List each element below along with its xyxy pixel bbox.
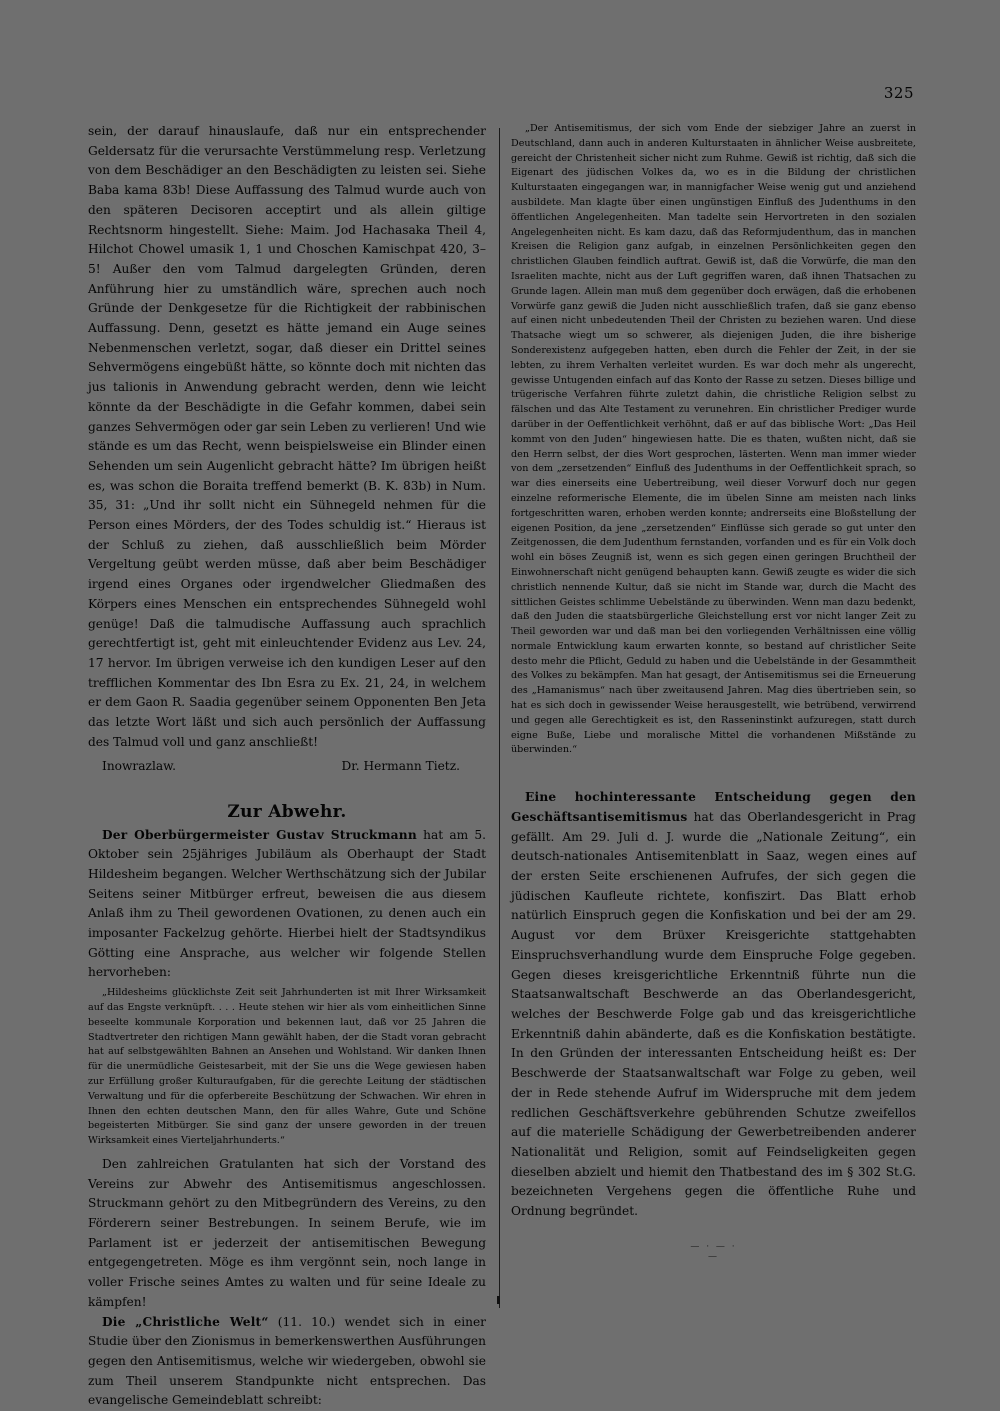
paragraph-entscheidung [511, 788, 916, 1221]
paragraph-text: (11. 10.) wendet sich in einer Studie über den Zionismus in bemerkenswerthen Ausführungen gegen den Antisemitismus, welche wir wiedergeben, obwohl sie zum Theil unserem Standpunkte nicht entsprechen. Das evangelische Gemeindeblatt schreibt: [88, 1314, 487, 1408]
paragraph-text: hat am 5. Oktober sein 25jähriges Jubiläum als Oberhaupt der Stadt Hildesheim begangen. Welcher Werthschätzung sich der Jubilar Seitens seiner Mitbürger erfreut, beweisen die aus diesem Anlaß ihm zu Theil gewordenen Ovationen, zu denen auch ein imposanter Fackelzug gehörte. Hierbei hielt der Stadtsyndikus Götting eine Ansprache, aus welcher wir folgende Stellen hervorheben: [88, 827, 486, 980]
paragraph-text: hat das Oberlandesgericht in Prag gefällt. Am 29. Juli d. J. wurde die „Nationale Zeitung“, ein deutsch-nationales Antisemitenblatt in Saaz, wegen eines auf der ersten Seite erschienenen Aufrufes, der sich gegen die jüdischen Kaufleute richtete, konfiszirt. Das Blatt erhob natürlich Einspruch gegen die Konfiskation und bei der am 29. August vor dem Brüxer Kreisgerichte stattgehabten Einspruchsverhandlung wurde dem Einspruche Folge gegeben. Gegen dieses kreisgerichtliche Erkenntniß führte nun die Staatsanwaltschaft Beschwerde an das Oberlandesgericht, welches der Beschwerde Folge gab und das kreisgerichtliche Erkenntniß dahin abänderte, daß es die Konfiskation bestätigte. In den Gründen der interessanten Entscheidung heißt es: Der Beschwerde der Staatsanwaltschaft war Folge zu geben, weil der in Rede stehende Aufruf im Widerspruche mit dem jedem redlichen Geschäftsverkehre gebührenden Schutze zweifellos auf die materielle Schädigung der Gewerbetreibenden anderer Nationalität und Religion, somit auf Feindseligkeiten gegen dieselben abzielt und hiemit den Thatbestand des im § 302 St.G. bezeichneten Vergehens gegen die öffentliche Ruhe und Ordnung begründet. [511, 809, 916, 1219]
end-ornament: — · — · — [690, 1241, 737, 1262]
paragraph-lead: Die „Christliche Welt“ [102, 1314, 269, 1329]
quote-antisemitismus: „Der Antisemitismus, der sich vom Ende der siebziger Jahre an zuerst in Deutschland, dann auch in anderen Kulturstaaten in ähnlicher Weise ausbreitete, gereicht der Christenheit sicher nicht zum Ruhme. Gewiß ist richtig, daß sich die Eigenart des jüdischen Volkes da, wo es in die Bildung der christlichen Kulturstaaten eingegangen war, in mannigfacher Weise wenig gut und anziehend ausbildete. Man klagte über einen ungünstigen Einfluß des Judenthums in den öffentlichen Angelegenheiten. Man tadelte sein Hervortreten in den sozialen Angelegenheiten nicht. Es kam dazu, daß das Reformjudenthum, das in manchen Kreisen die Religion ganz aufgab, in einzelnen Persönlichkeiten gegen den christlichen Glauben feindlich auftrat. Gewiß ist, daß die Vorwürfe, die man den Israeliten machte, nicht aus der Luft gegriffen waren, daß ihnen Thatsachen zu Grunde lagen. Allein man muß dem gegenüber doch erwägen, daß die erhobenen Vorwürfe ganz gewiß die Juden nicht ausschließlich trafen, daß sie ganz ebenso auf einen nicht unbedeutenden Theil der Christen zu beziehen waren. Und diese Thatsache wiegt um so schwerer, als diejenigen Juden, die ihre bisherige Sonderexistenz aufgegeben hatten, eben durch die Fehler der Zeit, in der sie lebten, zu ihrem Verhalten verleitet wurden. Es war doch mehr als ungerecht, gewisse Untugenden einfach auf das Konto der Rasse zu setzen. Dieses billige und trügerische Verfahren führte zuletzt dahin, die christliche Religion selbst zu fälschen und das Alte Testament zu verunehren. Ein christlicher Prediger wurde darüber in der Oeffentlichkeit verhöhnt, daß er auf das biblische Wort: „Das Heil kommt von den Juden“ hingewiesen hatte. Die es thaten, wußten nicht, daß sie den Herrn selbst, der dies Wort gesprochen, lästerten. Wenn man immer wieder von dem „zersetzenden“ Einfluß des Judenthums in der Oeffentlichkeit sprach, so war dies einerseits eine Uebertreibung, weil dieser Vorwurf doch nur gegen einzelne reformerische Elemente, die im übelen Sinne am meisten nach links fortgeschritten waren, erhoben werden konnte; andrerseits eine Bloßstellung der eigenen Position, da jene „zersetzenden“ Einflüsse sich gerade so gut unter den Zeitgenossen, die dem Judenthum fernstanden, vorfanden und es für ein Volk doch wohl ein böses Zeugniß ist, wenn es sich gegen einen geringen Bruchtheil der Einwohnerschaft nicht genügend behaupten kann. Gewiß zeugte es wider die sich christlich nennende Kultur, daß sie nicht im Stande war, durch die Macht des sittlichen Geistes schlimme Uebelstände zu überwinden. Wenn man dazu bedenkt, daß den Juden die staatsbürgerliche Gleichstellung erst vor nicht langer Zeit zu Theil geworden war und daß man bei den vorliegenden Verhältnissen eine völlig normale Entwicklung kaum erwarten konnte, so bestand auf christlicher Seite desto mehr die Pflicht, Geduld zu haben und die Uebelstände in der Gesammtheit des Volkes zu bekämpfen. Man hat gesagt, der Antisemitismus sei die Erneuerung des „Hamanismus“ nach über zweitausend Jahren. Mag dies übertrieben sein, so hat es sich doch in gewissender Weise herausgestellt, wie betrübend, verwirrend und gegen alle Gerechtigkeit es ist, den Rasseninstinkt aufzuregen, statt durch eigne Buße, Liebe und moralische Mittel die vorhandenen Mißstände zu überwinden.“ [511, 123, 916, 756]
spacer [511, 764, 916, 788]
section-heading: Zur Abwehr. [227, 801, 347, 822]
signature-line [102, 757, 460, 776]
page-number: 325 [883, 84, 914, 102]
paragraph-lead: Der Oberbürgermeister Gustav Struckmann [102, 827, 417, 842]
paragraph-struckmann [88, 826, 486, 984]
column-divider-end [497, 1296, 500, 1304]
right-column [511, 122, 916, 1262]
column-divider [499, 128, 500, 1308]
paragraph-talmud: sein, der darauf hinauslaufe, daß nur ein entsprechender Geldersatz für die verursachte Verstümmelung resp. Verletzung von dem Beschädiger an den Beschädigten zu leisten sei. Siehe Baba kama 83b! Diese Auffassung des Talmud wurde auch von den späteren Decisoren acceptirt und als allein giltige Rechtsnorm hingestellt. Siehe: Maim. Jod Hachasaka Theil 4, Hilchot Chowel umasik 1, 1 und Choschen Kamischpat 420, 3–5! Außer den vom Talmud dargelegten Gründen, deren Anführung hier zu umständlich wäre, sprechen auch noch Gründe der Denkgesetze für die Richtigkeit der rabbinischen Auffassung. Denn, gesetzt es hätte jemand ein Auge seines Nebenmenschen verletzt, sogar, daß dieser ein Drittel seines Sehvermögens eingebüßt hätte, so könnte doch mit nichten das jus talionis in Anwendung gebracht werden, denn wie leicht könnte da der Beschädigte in die Gefahr kommen, dabei sein ganzes Sehvermögen oder gar sein Leben zu verlieren! Und wie stände es um das Recht, wenn beispielsweise ein Blinder einen Sehenden um sein Augenlicht gebracht hätte? Im übrigen heißt es, was schon die Boraita treffend bemerkt (B. K. 83b) in Num. 35, 31: „Und ihr sollt nicht ein Sühnegeld nehmen für die Person eines Mörders, der des Todes schuldig ist.“ Hieraus ist der Schluß zu ziehen, daß ausschließlich beim Mörder Vergeltung geübt werden müsse, daß aber beim Beschädiger irgend eines Organes oder irgendwelcher Gliedmaßen des Körpers eines Menschen ein entsprechendes Sühnegeld wohl genüge! Daß die talmudische Auffassung auch sprachlich gerechtfertigt ist, geht mit einleuchtender Evidenz aus Lev. 24, 17 hervor. Im übrigen verweise ich den kundigen Leser auf den trefflichen Kommentar des Ibn Esra zu Ex. 21, 24, in welchem er dem Gaon R. Saadia gegenüber seinem Opponenten Ben Jeta das letzte Wort läßt und sich auch persönlich der Auffassung des Talmud voll und ganz anschließt! [88, 124, 486, 749]
paragraph-verein: Den zahlreichen Gratulanten hat sich der Vorstand des Vereins zur Abwehr des Antisemitismus angeschlossen. Struckmann gehört zu den Mitbegründern des Vereins, zu den Förderern seiner Bestrebungen. In seinem Berufe, wie im Parlament ist er jederzeit der antisemitischen Bewegung entgegengetreten. Möge es ihm vergönnt sein, noch lange in voller Frische seines Amtes zu walten und für seine Ideale zu kämpfen! [88, 1156, 486, 1309]
paragraph-lead: Eine hochinteressante Entscheidung gegen den Geschäftsantisemitismus [511, 790, 916, 824]
signature-author: Dr. Hermann Tietz. [341, 758, 460, 773]
signature-place: Inowrazlaw. [102, 758, 176, 773]
quote-hildesheim: „Hildesheims glücklichste Zeit seit Jahrhunderten ist mit Ihrer Wirksamkeit auf das Engste verknüpft. . . . Heute stehen wir hier als vom einheitlichen Sinne beseelte kommunale Korporation und bekennen laut, daß vor 25 Jahren die Stadtvertreter den richtigen Mann gewählt haben, der die Stadt voran gebracht hat auf selbstgewählten Bahnen an Ansehen und Wohlstand. Wir danken Ihnen für die unermüdliche Geistesarbeit, mit der Sie uns die Wege gewiesen haben zur Erfüllung großer Kulturaufgaben, für die gerechte Leitung der städtischen Verwaltung und für die opferbereite Beschützung der Schwachen. Wir ehren in Ihnen den echten deutschen Mann, den für alles Wahre, Gute und Schöne begeisterten Mitbürger. Sie sind ganz der unsere geworden in der treuen Wirksamkeit eines Vierteljahrhunderts.“ [88, 987, 486, 1147]
left-column [88, 122, 486, 1411]
paragraph-christliche-welt [88, 1313, 486, 1411]
